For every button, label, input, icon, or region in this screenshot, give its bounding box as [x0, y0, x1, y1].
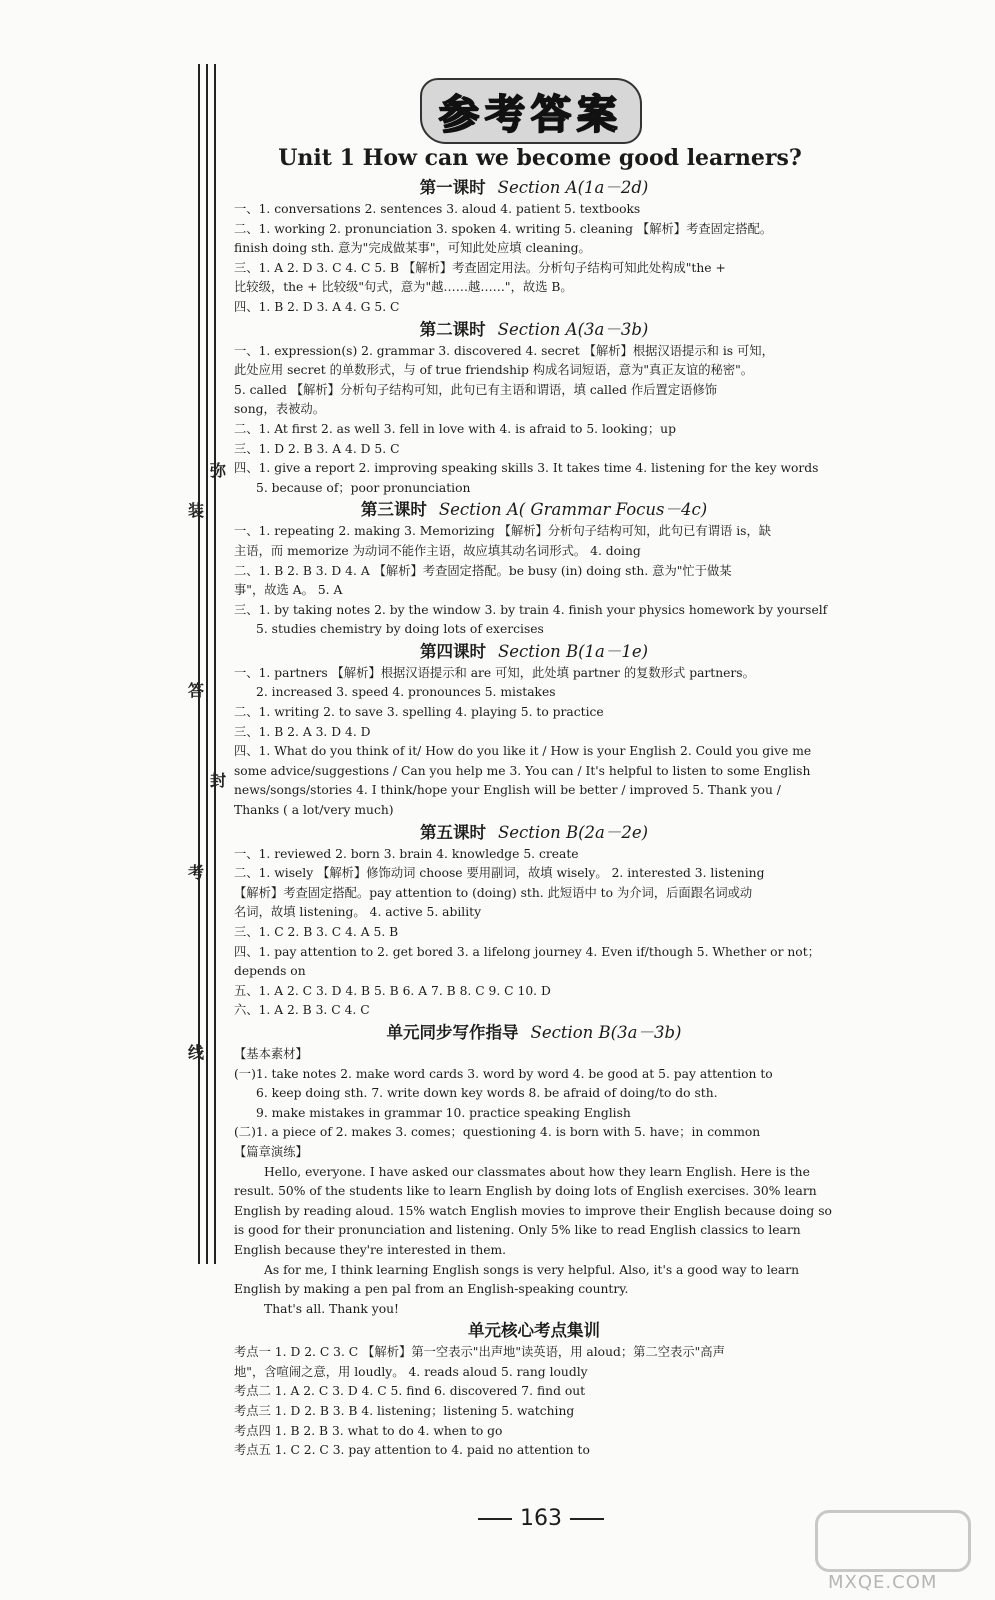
answer-line: 一、1. repeating 2. making 3. Memorizing 【解析】分析句子结构可知，此句已有谓语 is，缺: [234, 524, 772, 539]
section-heading-en: Section B(3a－3b): [530, 1022, 682, 1042]
answer-line: 2. increased 3. speed 4. pronounces 5. mistakes: [256, 685, 556, 700]
section-heading-en: Section B(2a－2e): [497, 822, 649, 842]
side-char: 弥: [210, 461, 227, 480]
section-heading-cn: 第三课时: [360, 500, 427, 520]
answer-line: 二、1. B 2. B 3. D 4. A 【解析】考查固定搭配。be busy (in) doing sth. 意为"忙于做某: [234, 563, 732, 578]
page-number-value: 163: [520, 1506, 562, 1531]
section-heading: [234, 640, 834, 664]
answer-line: 一、1. reviewed 2. born 3. brain 4. knowledge 5. create: [234, 846, 579, 861]
answer-line: 考点四 1. B 2. B 3. what to do 4. when to go: [234, 1423, 503, 1438]
section-heading-cn: 单元核心考点集训: [468, 1321, 600, 1341]
answer-line: Thanks ( a lot/very much): [234, 803, 394, 818]
answer-line: 考点二 1. A 2. C 3. D 4. C 5. find 6. discovered 7. find out: [234, 1384, 586, 1399]
answer-line: 地"，含喧闹之意，用 loudly。 4. reads aloud 5. rang loudly: [234, 1364, 588, 1379]
section-heading: [234, 318, 834, 342]
dash-left: [478, 1518, 512, 1520]
page-banner: 参考答案: [420, 78, 642, 144]
section-heading: [234, 1021, 834, 1045]
answer-line: 一、1. conversations 2. sentences 3. aloud 4. patient 5. textbooks: [234, 202, 641, 216]
answer-content: [234, 176, 834, 1461]
side-char: 封: [210, 771, 227, 790]
answer-line: 四、1. give a report 2. improving speaking skills 3. It takes time 4. listening for the key words: [234, 461, 819, 476]
essay-paragraph: That's all. Thank you!: [264, 1301, 399, 1316]
section-heading-cn: 单元同步写作指导: [386, 1022, 519, 1042]
answer-line: 5. studies chemistry by doing lots of exercises: [256, 622, 544, 637]
side-char: 考: [188, 863, 205, 882]
answer-line: 二、1. wisely 【解析】修饰动词 choose 要用副词，故填 wisely。 2. interested 3. listening: [234, 866, 765, 881]
answer-line: some advice/suggestions / Can you help me 3. You can / It's helpful to listen to some English: [234, 763, 811, 778]
answer-line: 三、1. D 2. B 3. A 4. D 5. C: [234, 441, 400, 456]
watermark-logo-icon: [815, 1510, 971, 1572]
answer-line: song，表被动。: [234, 402, 325, 417]
answer-line: 考点一 1. D 2. C 3. C 【解析】第一空表示"出声地"读英语，用 aloud；第二空表示"高声: [234, 1345, 725, 1360]
essay-paragraph: Hello, everyone. I have asked our classmates about how they learn English. Here is the result. 50% of the students like to learn English by doing lots of English exercises. 30% learn English by reading aloud. 15% watch English movies to improve their English because doing so is good for their pronunciation and listening. Only 5% like to read English classics to learn English because they're interested in them.: [234, 1164, 832, 1257]
section-heading: [234, 176, 834, 200]
answer-line: 考点三 1. D 2. B 3. B 4. listening；listening 5. watching: [234, 1404, 575, 1419]
section-heading-cn: 第五课时: [419, 822, 486, 842]
answer-line: 一、1. expression(s) 2. grammar 3. discovered 4. secret 【解析】根据汉语提示和 is 可知，: [234, 343, 774, 358]
essay-paragraph: As for me, I think learning English songs is very helpful. Also, it's a good way to learn English by making a pen pal from an English-speaking country.: [234, 1262, 800, 1297]
page-number: [470, 1506, 612, 1531]
answer-line: 6. keep doing sth. 7. write down key words 8. be afraid of doing/to do sth.: [256, 1086, 718, 1101]
answer-line: 主语，而 memorize 为动词不能作主语，故应填其动名词形式。 4. doing: [234, 543, 641, 558]
answer-line: 9. make mistakes in grammar 10. practice speaking English: [256, 1105, 631, 1120]
dash-right: [570, 1518, 604, 1520]
side-char: 线: [188, 1043, 205, 1062]
answer-line: depends on: [234, 964, 306, 979]
answer-line: (一)1. take notes 2. make word cards 3. word by word 4. be good at 5. pay attention to: [234, 1066, 773, 1081]
section-heading-en: Section B(1a－1e): [497, 641, 649, 661]
answer-line: 二、1. working 2. pronunciation 3. spoken 4. writing 5. cleaning 【解析】考查固定搭配。: [234, 221, 773, 236]
section-heading-cn: 第一课时: [419, 178, 486, 197]
section-heading-cn: 第四课时: [419, 641, 486, 661]
section-heading-cn: 第二课时: [419, 319, 486, 339]
answer-line: 二、1. At first 2. as well 3. fell in love with 4. is afraid to 5. looking；up: [234, 421, 676, 436]
answer-line: 5. because of；poor pronunciation: [256, 480, 471, 495]
answer-line: 三、1. B 2. A 3. D 4. D: [234, 724, 371, 739]
answer-line: 事"，故选 A。 5. A: [234, 583, 343, 598]
answer-line: 四、1. B 2. D 3. A 4. G 5. C: [234, 299, 400, 314]
answer-line: 三、1. C 2. B 3. C 4. A 5. B: [234, 925, 399, 939]
answer-line: 四、1. What do you think of it/ How do you like it / How is your English 2. Could you give me: [234, 744, 812, 759]
answer-line: 一、1. partners 【解析】根据汉语提示和 are 可知，此处填 partner 的复数形式 partners。: [234, 665, 755, 680]
section-heading-en: Section A(3a－3b): [497, 319, 649, 339]
answer-line: 考点五 1. C 2. C 3. pay attention to 4. paid no attention to: [234, 1443, 590, 1458]
answer-line: 五、1. A 2. C 3. D 4. B 5. B 6. A 7. B 8. C 9. C 10. D: [234, 983, 551, 998]
side-char: 装: [188, 501, 205, 520]
answer-line: 【解析】考查固定搭配。pay attention to (doing) sth. 此短语中 to 为介词，后面跟名词或动: [234, 885, 753, 900]
answer-line: 5. called 【解析】分析句子结构可知，此句已有主语和谓语，填 called 作后置定语修饰: [234, 382, 718, 397]
section-heading-en: Section A(1a－2d): [497, 178, 649, 197]
section-heading-en: Section A( Grammar Focus－4c): [438, 500, 708, 520]
binding-lines: [196, 64, 226, 1264]
answer-line: 三、1. by taking notes 2. by the window 3. by train 4. finish your physics homework by yourself: [234, 602, 828, 617]
answer-line: (二)1. a piece of 2. makes 3. comes；questioning 4. is born with 5. have；in common: [234, 1125, 761, 1140]
answer-line: 名词，故填 listening。 4. active 5. ability: [234, 905, 482, 920]
answer-line: 比较级，the + 比较级"句式，意为"越……越……"，故选 B。: [234, 280, 573, 295]
section-heading: [234, 1319, 834, 1343]
watermark-text: MXQE.COM: [828, 1572, 938, 1593]
side-char: 答: [188, 681, 205, 700]
answer-line: finish doing sth. 意为"完成做某事"，可知此处应填 cleaning。: [234, 241, 591, 256]
answer-line: news/songs/stories 4. I think/hope your English will be better / improved 5. Thank you /: [234, 783, 781, 798]
answer-line: 【篇章演练】: [234, 1144, 308, 1159]
answer-line: 三、1. A 2. D 3. C 4. C 5. B 【解析】考查固定用法。分析句子结构可知此处构成"the +: [234, 260, 726, 275]
section-heading: [234, 821, 834, 845]
answer-line: 此处应用 secret 的单数形式，与 of true friendship 构成名词短语，意为"真正友谊的秘密"。: [234, 363, 754, 378]
section-heading: [234, 498, 834, 522]
answer-line: 二、1. writing 2. to save 3. spelling 4. playing 5. to practice: [234, 705, 604, 720]
answer-line: 六、1. A 2. B 3. C 4. C: [234, 1003, 370, 1018]
unit-title: Unit 1 How can we become good learners?: [278, 145, 802, 171]
answer-line: 【基本素材】: [234, 1046, 308, 1061]
answer-line: 四、1. pay attention to 2. get bored 3. a lifelong journey 4. Even if/though 5. Whether or not；: [234, 944, 820, 959]
